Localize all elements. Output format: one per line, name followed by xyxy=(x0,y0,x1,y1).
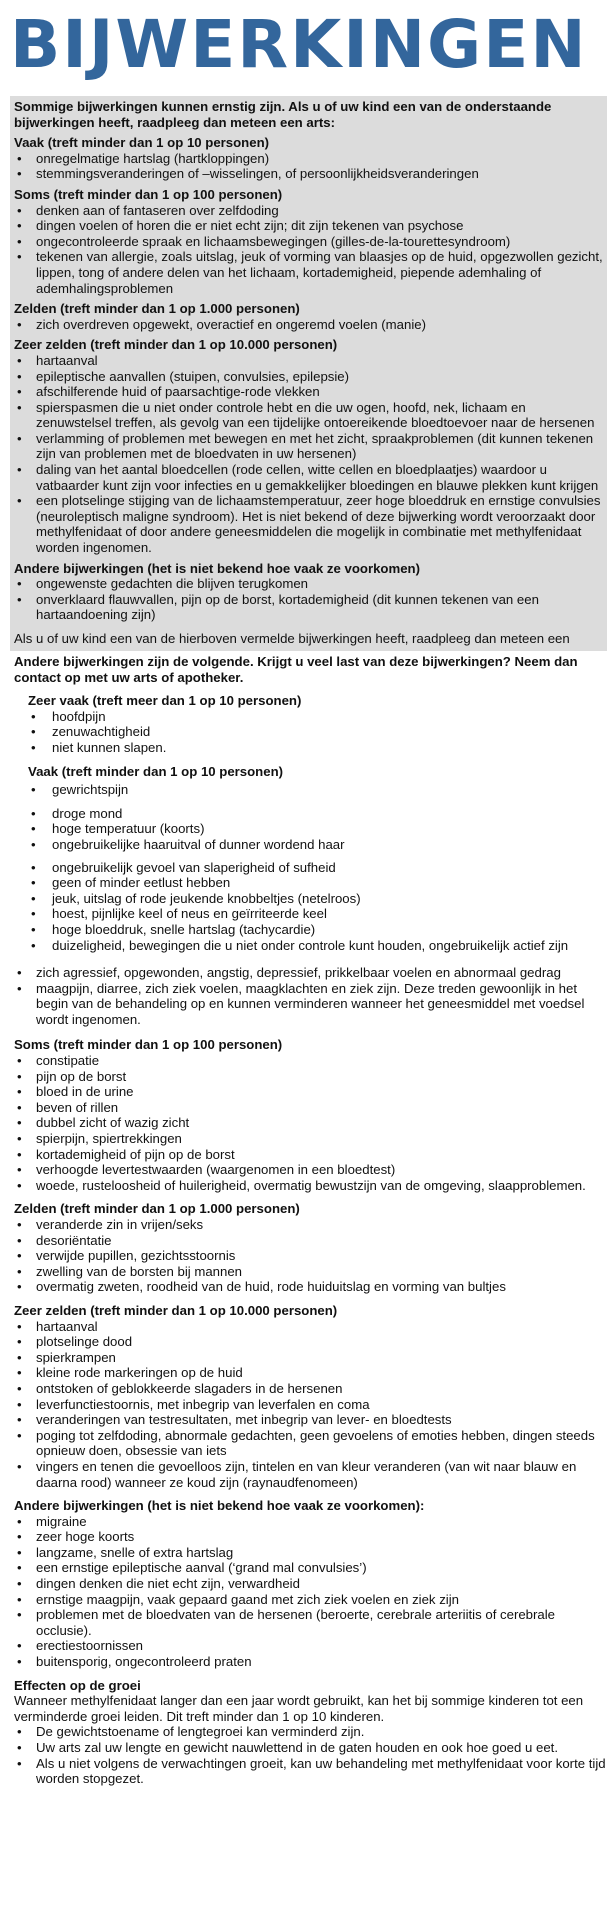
list-item: • hoge bloeddruk, snelle hartslag (tachycardie) xyxy=(28,922,606,938)
list-item: • dingen voelen of horen die er niet echt zijn; dit zijn tekenen van psychose xyxy=(14,218,603,234)
list-item: • verwijde pupillen, gezichtsstoornis xyxy=(14,1248,606,1264)
list-item: • onverklaard flauwvallen, pijn op de borst, kortademigheid (dit kunnen tekenen van een hartaandoening zijn) xyxy=(14,592,603,623)
growth-list xyxy=(14,1724,606,1786)
list-item: • dubbel zicht of wazig zicht xyxy=(14,1115,606,1131)
common-list-b xyxy=(28,806,606,853)
list-item: • kleine rode markeringen op de huid xyxy=(14,1365,606,1381)
list-item: • ongewenste gedachten die blijven terugkomen xyxy=(14,576,603,592)
common-list-a xyxy=(28,782,606,798)
list-item: • duizeligheid, bewegingen die u niet onder controle kunt houden, ongebruikelijk actief zijn xyxy=(28,938,606,954)
section-uncommon xyxy=(14,1037,606,1193)
list-item: • maagpijn, diarree, zich ziek voelen, maagklachten en ziek zijn. Deze treden gewoonlijk in het begin van de behandeling op en kunnen verminderen wanneer het geneesmiddel met voedsel wordt ingenomen. xyxy=(14,981,606,1028)
list-item: • verlamming of problemen met bewegen en met het zicht, spraakproblemen (dit kunnen tekenen zijn van problemen met de bloedvaten in uw hersenen) xyxy=(14,431,603,462)
list-item: • ongebruikelijk gevoel van slaperigheid of sufheid xyxy=(28,860,606,876)
list-item: • niet kunnen slapen. xyxy=(28,740,606,756)
growth-text: Wanneer methylfenidaat langer dan een jaar wordt gebruikt, kan het bij sommige kinderen tot een verminderde groei leiden. Dit treft minder dan 1 op 10 kinderen. xyxy=(14,1693,584,1724)
list-item: • daling van het aantal bloedcellen (rode cellen, witte cellen en bloedplaatjes) waardoor u vatbaarder kunt zijn voor infecties en u gemakkelijker bloedingen en blauwe plekken kunt krijgen xyxy=(14,462,603,493)
serious-group-list xyxy=(14,317,603,333)
serious-group xyxy=(14,561,603,623)
list-item: • langzame, snelle of extra hartslag xyxy=(14,1545,606,1561)
list-item: • plotselinge dood xyxy=(14,1334,606,1350)
list-item: • een plotselinge stijging van de lichaamstemperatuur, zeer hoge bloeddruk en ernstige convulsies (neuroleptisch maligne syndroom). Het is niet bekend of deze bijwerking wordt veroorzaakt door methylfenidaat of door andere geneesmiddelen die mogelijk in combinatie met methylfenidaat worden ingenomen. xyxy=(14,493,603,555)
common-list-d xyxy=(14,965,606,1027)
common-heading: Vaak (treft minder dan 1 op 10 personen) xyxy=(28,763,284,779)
section-very-rare xyxy=(14,1303,606,1490)
serious-group xyxy=(14,301,603,332)
very-common-heading: Zeer vaak (treft meer dan 1 op 10 personen) xyxy=(28,693,302,709)
list-item: • verhoogde levertestwaarden (waargenomen in een bloedtest) xyxy=(14,1162,606,1178)
rare-list xyxy=(14,1217,606,1295)
list-item: • problemen met de bloedvaten van de hersenen (beroerte, cerebrale arteriitis of cerebrale occlusie). xyxy=(14,1607,606,1638)
list-item: • spierkrampen xyxy=(14,1350,606,1366)
common-list-c xyxy=(28,860,606,954)
list-item: • overmatig zweten, roodheid van de huid, rode huiduitslag en vorming van bultjes xyxy=(14,1279,606,1295)
list-item: • ongecontroleerde spraak en lichaamsbewegingen (gilles-de-la-tourettesyndroom) xyxy=(14,234,603,250)
list-item: • epileptische aanvallen (stuipen, convulsies, epilepsie) xyxy=(14,369,603,385)
list-item: • veranderingen van testresultaten, met inbegrip van lever- en bloedtests xyxy=(14,1412,606,1428)
list-item: • hartaanval xyxy=(14,1319,606,1335)
growth-heading: Effecten op de groei xyxy=(14,1677,141,1693)
list-item: • hartaanval xyxy=(14,353,603,369)
list-item: • zich agressief, opgewonden, angstig, depressief, prikkelbaar voelen en abnormaal gedrag xyxy=(14,965,606,981)
serious-side-effects-box xyxy=(10,96,607,651)
other-side-effects xyxy=(14,651,606,1787)
serious-intro: Sommige bijwerkingen kunnen ernstig zijn. Als u of uw kind een van de onderstaande bijwerkingen heeft, raadpleeg dan meteen een arts: xyxy=(14,99,552,130)
very-rare-list xyxy=(14,1319,606,1491)
page-title: BIJWERKINGEN xyxy=(10,6,588,83)
very-common-list xyxy=(28,709,606,756)
serious-closing: Als u of uw kind een van de hierboven vermelde bijwerkingen heeft, raadpleeg dan meteen een xyxy=(14,631,570,646)
list-item: • afschilferende huid of paarsachtige-rode vlekken xyxy=(14,384,603,400)
list-item: • desoriëntatie xyxy=(14,1233,606,1249)
list-item: • De gewichtstoename of lengtegroei kan verminderd zijn. xyxy=(14,1724,606,1740)
serious-group xyxy=(14,187,603,296)
list-item: • poging tot zelfdoding, abnormale gedachten, geen gevoelens of emoties hebben, dingen steeds opnieuw doen, obsessie van iets xyxy=(14,1428,606,1459)
list-item: • ontstoken of geblokkeerde slagaders in de hersenen xyxy=(14,1381,606,1397)
list-item: • hoofdpijn xyxy=(28,709,606,725)
list-item: • droge mond xyxy=(28,806,606,822)
serious-group-heading: Andere bijwerkingen (het is niet bekend hoe vaak ze voorkomen) xyxy=(14,560,420,576)
serious-groups xyxy=(14,135,603,623)
list-item: • een ernstige epileptische aanval (‘grand mal convulsies’) xyxy=(14,1560,606,1576)
list-item: • dingen denken die niet echt zijn, verwardheid xyxy=(14,1576,606,1592)
serious-group-list xyxy=(14,151,603,182)
list-item: • hoge temperatuur (koorts) xyxy=(28,821,606,837)
unknown-list xyxy=(14,1514,606,1670)
uncommon-list xyxy=(14,1053,606,1193)
section-rare xyxy=(14,1201,606,1295)
list-item: • Als u niet volgens de verwachtingen groeit, kan uw behandeling met methylfenidaat voor korte tijd worden stopgezet. xyxy=(14,1756,606,1787)
serious-group-heading: Soms (treft minder dan 1 op 100 personen) xyxy=(14,186,283,202)
serious-group xyxy=(14,135,603,182)
list-item: • onregelmatige hartslag (hartkloppingen) xyxy=(14,151,603,167)
unknown-heading: Andere bijwerkingen (het is niet bekend hoe vaak ze voorkomen): xyxy=(14,1498,425,1514)
list-item: • gewrichtspijn xyxy=(28,782,606,798)
list-item: • leverfunctiestoornis, met inbegrip van leverfalen en coma xyxy=(14,1397,606,1413)
list-item: • migraine xyxy=(14,1514,606,1530)
list-item: • ongebruikelijke haaruitval of dunner wordend haar xyxy=(28,837,606,853)
list-item: • stemmingsveranderingen of –wisselingen, of persoonlijkheidsveranderingen xyxy=(14,166,603,182)
list-item: • Uw arts zal uw lengte en gewicht nauwlettend in de gaten houden en ook hoe goed u eet. xyxy=(14,1740,606,1756)
other-intro: Andere bijwerkingen zijn de volgende. Krijgt u veel last van deze bijwerkingen? Neem dan contact op met uw arts of apotheker. xyxy=(14,654,578,685)
list-item: • zwelling van de borsten bij mannen xyxy=(14,1264,606,1280)
list-item: • woede, rusteloosheid of huilerigheid, overmatig bewustzijn van de omgeving, slaapproblemen. xyxy=(14,1178,606,1194)
list-item: • beven of rillen xyxy=(14,1100,606,1116)
list-item: • veranderde zin in vrijen/seks xyxy=(14,1217,606,1233)
list-item: • spierspasmen die u niet onder controle hebt en die uw ogen, hoofd, nek, lichaam en zenuwstelsel treffen, als gevolg van een tijdelijke ontoereikende bloedtoevoer naar de hersenen xyxy=(14,400,603,431)
serious-group-list xyxy=(14,203,603,297)
list-item: • constipatie xyxy=(14,1053,606,1069)
list-item: • vingers en tenen die gevoelloos zijn, tintelen en van kleur veranderen (van wit naar blauw en daarna rood) wanneer ze koud zijn (raynaudfenomeen) xyxy=(14,1459,606,1490)
list-item: • erectiestoornissen xyxy=(14,1638,606,1654)
list-item: • denken aan of fantaseren over zelfdoding xyxy=(14,203,603,219)
list-item: • pijn op de borst xyxy=(14,1069,606,1085)
very-rare-heading: Zeer zelden (treft minder dan 1 op 10.000 personen) xyxy=(14,1302,338,1318)
list-item: • spierpijn, spiertrekkingen xyxy=(14,1131,606,1147)
list-item: • buitensporig, ongecontroleerd praten xyxy=(14,1654,606,1670)
list-item: • jeuk, uitslag of rode jeukende knobbeltjes (netelroos) xyxy=(28,891,606,907)
serious-group-list xyxy=(14,353,603,556)
section-growth xyxy=(14,1678,606,1787)
list-item: • zeer hoge koorts xyxy=(14,1529,606,1545)
list-item: • ernstige maagpijn, vaak gepaard gaand met zich ziek voelen en ziek zijn xyxy=(14,1592,606,1608)
serious-group-heading: Vaak (treft minder dan 1 op 10 personen) xyxy=(14,135,270,151)
section-unknown xyxy=(14,1498,606,1670)
section-very-common xyxy=(28,693,606,755)
rare-heading: Zelden (treft minder dan 1 op 1.000 personen) xyxy=(14,1201,300,1217)
list-item: • geen of minder eetlust hebben xyxy=(28,875,606,891)
uncommon-heading: Soms (treft minder dan 1 op 100 personen) xyxy=(14,1037,283,1053)
list-item: • kortademigheid of pijn op de borst xyxy=(14,1147,606,1163)
serious-group-list xyxy=(14,576,603,623)
list-item: • tekenen van allergie, zoals uitslag, jeuk of vorming van blaasjes op de huid, opgezwollen gezicht, lippen, tong of andere delen van het lichaam, kortademigheid, piepende ademhaling of ademhalingsproblemen xyxy=(14,249,603,296)
list-item: • bloed in de urine xyxy=(14,1084,606,1100)
serious-group xyxy=(14,337,603,555)
section-common xyxy=(28,764,606,954)
serious-group-heading: Zeer zelden (treft minder dan 1 op 10.000 personen) xyxy=(14,337,338,353)
list-item: • hoest, pijnlijke keel of neus en geïrriteerde keel xyxy=(28,906,606,922)
list-item: • zenuwachtigheid xyxy=(28,724,606,740)
list-item: • zich overdreven opgewekt, overactief en ongeremd voelen (manie) xyxy=(14,317,603,333)
serious-group-heading: Zelden (treft minder dan 1 op 1.000 personen) xyxy=(14,301,300,317)
